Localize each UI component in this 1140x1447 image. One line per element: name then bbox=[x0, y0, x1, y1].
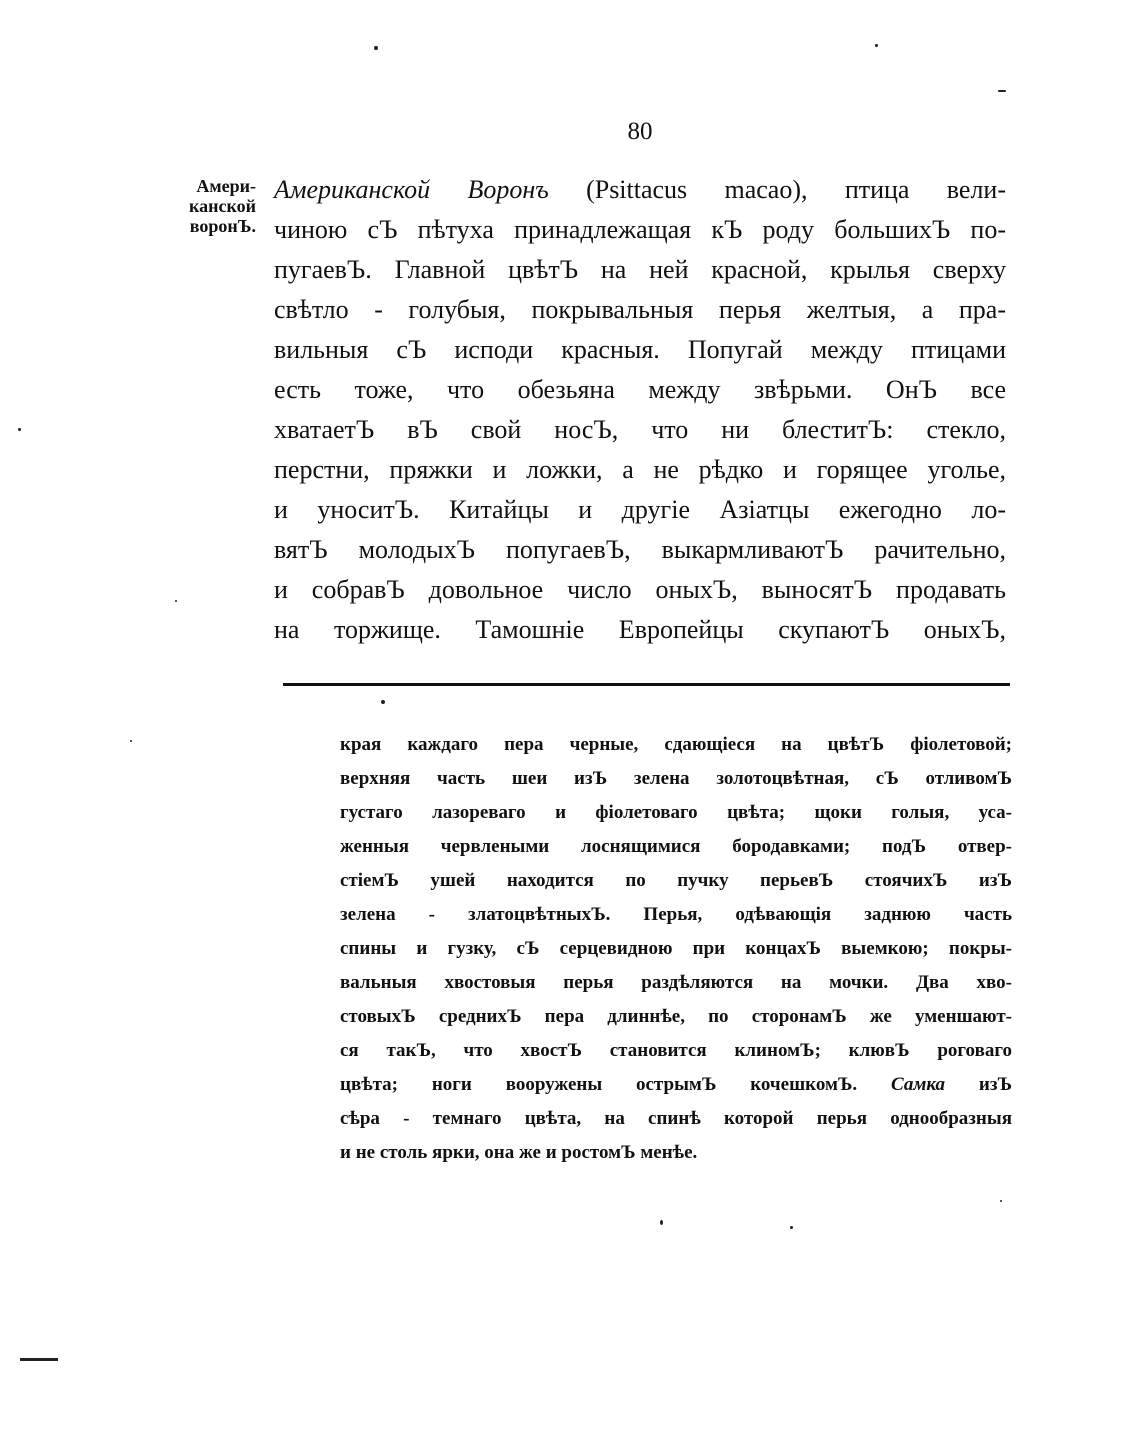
margin-note bbox=[150, 176, 256, 236]
entry-title: Американской Воронъ bbox=[274, 175, 549, 204]
main-line: вильныя сЪ исподи красныя. Попугай между птицами bbox=[274, 335, 1006, 364]
footnote-line: зелена - златоцвѣтныхЪ. Перья, одѣвающія заднюю часть bbox=[340, 904, 1012, 925]
scan-speck bbox=[381, 700, 385, 704]
main-line: хватаетЪ вЪ свой носЪ, что ни блеститЪ: стекло, bbox=[274, 415, 1006, 444]
footnote-line: ся такЪ, что хвостЪ становится клиномЪ; клювЪ роговаго bbox=[340, 1040, 1012, 1061]
margin-note-line: воронЪ. bbox=[189, 216, 256, 236]
main-line: на торжище. Тамошніе Европейцы скупаютЪ оныхЪ, bbox=[274, 615, 1006, 644]
main-line: и уноситЪ. Китайцы и другіе Азіатцы ежегодно ло- bbox=[274, 495, 1006, 524]
scan-speck bbox=[18, 428, 21, 431]
main-line: и собравЪ довольное число оныхЪ, выносятЪ продавать bbox=[274, 575, 1006, 604]
footnote-line: и не столь ярки, она же и ростомЪ менѣе. bbox=[340, 1142, 698, 1163]
footnote-line: сѣра - темнаго цвѣта, на спинѣ которой перья однообразныя bbox=[340, 1108, 1012, 1129]
scan-speck bbox=[875, 44, 878, 47]
scan-speck bbox=[130, 740, 132, 742]
footnote-line: женныя червлеными лоснящимися бородавками; подЪ отвер- bbox=[340, 836, 1012, 857]
main-line bbox=[274, 170, 1006, 210]
main-line-rest: (Psittacus macao), птица вели- bbox=[548, 175, 1007, 204]
scan-speck bbox=[1000, 1200, 1002, 1202]
scan-speck bbox=[998, 90, 1006, 92]
scan-speck bbox=[175, 600, 177, 602]
footnote-line: края каждаго пера черные, сдающіеся на цвѣтЪ фіолетовой; bbox=[340, 734, 1012, 755]
footnote-line: стовыхЪ среднихЪ пера длиннѣе, по сторонамЪ же уменшают- bbox=[340, 1006, 1012, 1027]
footnote-rule bbox=[283, 683, 1010, 686]
main-line: есть тоже, что обезьяна между звѣрьми. ОнЪ все bbox=[274, 375, 1006, 404]
footnote-female-term: Самка bbox=[891, 1074, 946, 1095]
main-line: пугаевЪ. Главной цвѣтЪ на ней красной, крылья сверху bbox=[274, 255, 1006, 284]
footnote-line bbox=[340, 1068, 1012, 1102]
scan-dash-mark bbox=[20, 1358, 58, 1361]
main-line: свѣтло - голубыя, покрывальныя перья желтыя, а пра- bbox=[274, 295, 1006, 324]
main-line: перстни, пряжки и ложки, а не рѣдко и горящее уголье, bbox=[274, 455, 1006, 484]
page-number: 80 bbox=[627, 118, 653, 145]
main-line: вятЪ молодыхЪ попугаевЪ, выкармливаютЪ рачительно, bbox=[274, 535, 1006, 564]
scan-speck bbox=[374, 46, 378, 50]
footnote bbox=[340, 728, 1012, 1170]
footnote-line: верхняя часть шеи изЪ зелена золотоцвѣтная, сЪ отливомЪ bbox=[340, 768, 1012, 789]
footnote-line: густаго лазореваго и фіолетоваго цвѣта; щоки голыя, уса- bbox=[340, 802, 1012, 823]
footnote-line: вальныя хвостовыя перья раздѣляются на мочки. Два хво- bbox=[340, 972, 1012, 993]
main-line: чиною сЪ пѣтуха принадлежащая кЪ роду большихЪ по- bbox=[274, 215, 1006, 244]
scan-speck bbox=[790, 1226, 793, 1229]
margin-note-line: канской bbox=[189, 196, 256, 216]
main-paragraph bbox=[274, 170, 1006, 650]
margin-note-line: Амери- bbox=[196, 176, 256, 196]
footnote-line: спины и гузку, сЪ серцевидною при концахЪ выемкою; покры- bbox=[340, 938, 1012, 959]
footnote-text: цвѣта; ноги вооружены острымЪ кочешкомЪ. bbox=[340, 1074, 892, 1095]
scan-speck bbox=[660, 1220, 663, 1225]
footnote-text: изЪ bbox=[945, 1074, 1012, 1095]
footnote-line: стіемЪ ушей находится по пучку перьевЪ стоячихЪ изЪ bbox=[340, 870, 1012, 891]
